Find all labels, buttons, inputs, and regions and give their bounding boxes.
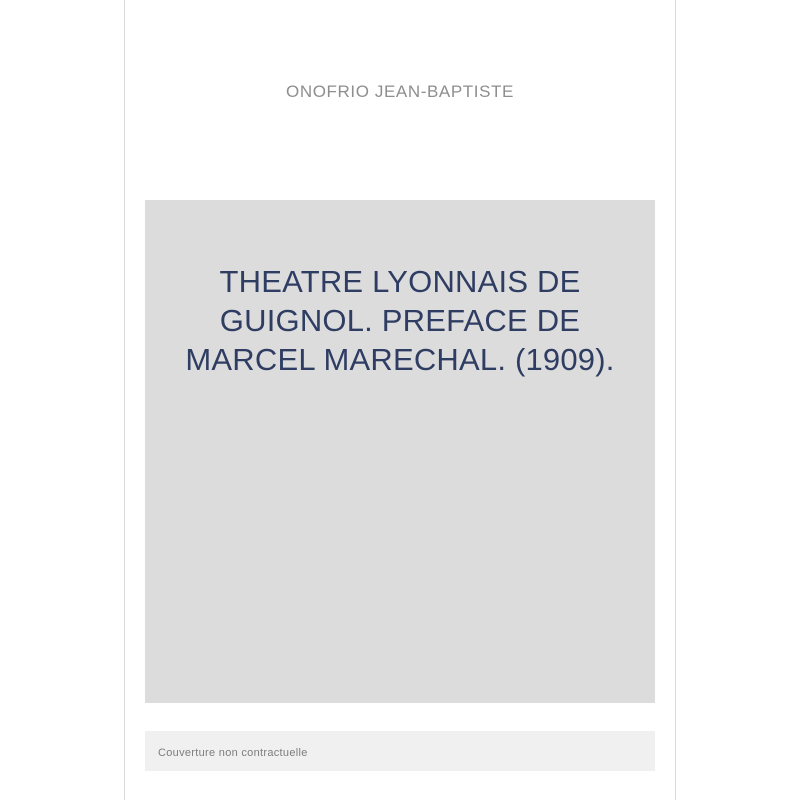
book-author: ONOFRIO JEAN-BAPTISTE	[286, 82, 514, 101]
cover-placeholder-block	[145, 200, 655, 703]
cover-disclaimer-note: Couverture non contractuelle	[158, 747, 308, 759]
book-cover-sheet	[124, 0, 676, 800]
book-title: THEATRE LYONNAIS DE GUIGNOL. PREFACE DE MARCEL MARECHAL. (1909).	[185, 264, 615, 377]
